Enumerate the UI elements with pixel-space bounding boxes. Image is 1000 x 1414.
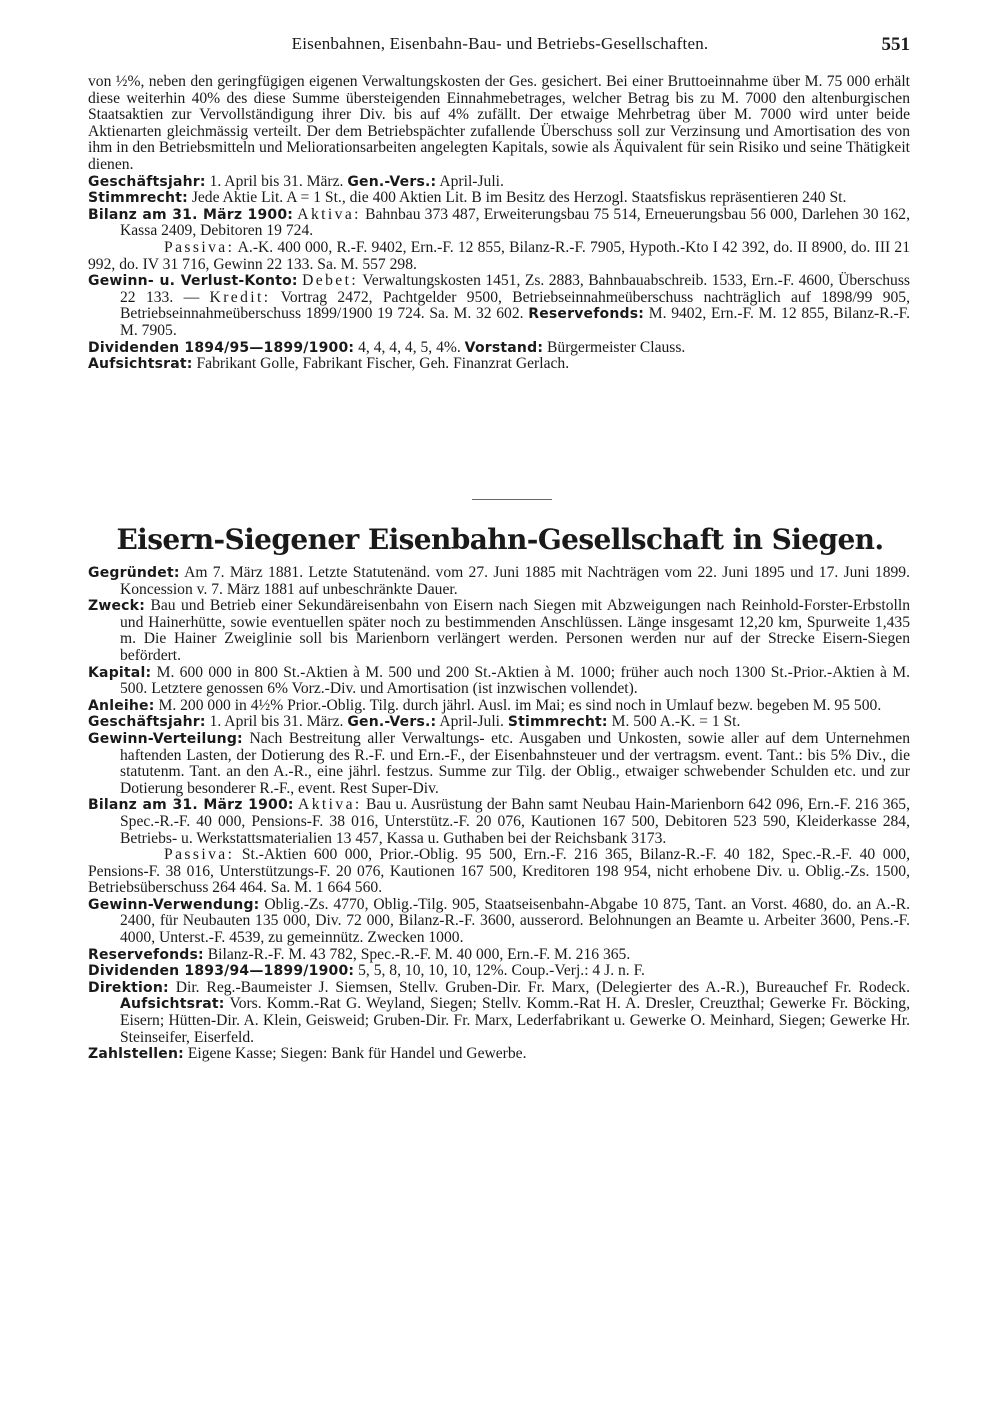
gegruendet-text: Am 7. März 1881. Letzte Statutenänd. vom 27. Juni 1885 mit Nachträgen vom 22. Juni 1895 und 17. Juni 1899. Koncession v. 7. März 1881 auf unbeschränkte Dauer. <box>120 564 910 598</box>
genvers-label: Gen.-Vers.: <box>347 173 437 190</box>
direktion-entry <box>88 980 910 1046</box>
running-title: Eisenbahnen, Eisenbahn-Bau- und Betriebs-Gesellschaften. <box>291 34 709 53</box>
dividenden-entry-2 <box>88 963 910 980</box>
stimmrecht-text-2: M. 500 A.-K. = 1 St. <box>611 713 741 731</box>
zahlstellen-label: Zahlstellen: <box>88 1046 184 1063</box>
page-header <box>90 34 910 58</box>
kapital-text: M. 600 000 in 800 St.-Aktien à M. 500 und 200 St.-Aktien à M. 1000; früher auch noch 1300 St.-Prior.-Aktien à M. 500. Letztere genossen 6% Vorz.-Div. und Amortisation (ist inzwischen vollendet). <box>120 663 910 698</box>
anleihe-text: M. 200 000 in 4½% Prior.-Oblig. Tilg. durch jährl. Ausl. im Mai; es sind noch in Umlauf bezw. begeben M. 95 500. <box>158 696 882 714</box>
reservefonds-label-2: Reservefonds: <box>88 946 204 963</box>
vorstand-text: Bürgermeister Clauss. <box>547 338 686 356</box>
genvers-text: April-Juli. <box>439 172 504 190</box>
dividenden-text-2: 5, 5, 8, 10, 10, 10, 12%. Coup.-Verj.: 4 J. n. F. <box>358 962 645 980</box>
dividenden-label-2: Dividenden 1893/94—1899/1900: <box>88 963 355 980</box>
aktiva-text-2: Bau u. Ausrüstung der Bahn samt Neubau Hain-Marienborn 642 096, Ern.-F. 216 365, Spec.-R.-F. 40 000, Pensions-F. 38 016, Unterstütz.-F. 20 076, Kautionen 167 500, Debitoren 523 590, Kleiderkasse 284, Betriebs- u. Werkstattsmaterialien 13 457, Kassa u. Guthaben bei der Reichsbank 3173. <box>120 796 910 847</box>
guv-entry <box>88 273 910 339</box>
geschaeftsjahr-text-2: 1. April bis 31. März. <box>209 713 344 731</box>
gegruendet-label: Gegründet: <box>88 565 180 581</box>
aktiva-label-2: Aktiva: <box>298 796 362 814</box>
intro-paragraph: von ½%, neben den geringfügigen eigenen Verwaltungskosten der Ges. gesichert. Bei einer Bruttoeinnahme über M. 75 000 erhält diese weiterhin 40% des diese Summe übersteigenden Einnahmebetrages, welcher Betrag bis zu M. 7000 den altenburgischen Staatsaktien zur Vervollständigung ihrer Div. bis auf 4% zufällt. Der etwaige Mehrbetrag über M. 7000 wird unter beide Aktienarten gleichmässig verteilt. Der dem Betriebspächter zufallende Überschuss soll zur Verzinsung und Amortisation des von ihm in den Betriebsmitteln und Meliorationsarbeiten angelegten Kapitals, sowie als Äquivalent für sein Risiko und seine Thätigkeit dienen. <box>88 73 910 173</box>
aufsichtsrat-label: Aufsichtsrat: <box>88 356 193 373</box>
gewinnverteilung-label: Gewinn-Verteilung: <box>88 730 243 747</box>
aktiva-text: Bahnbau 373 487, Erweiterungsbau 75 514, Erneuerungsbau 56 000, Darlehen 30 162, Kassa 2409, Debitoren 19 724. <box>120 205 910 240</box>
geschaeftsjahr-text: 1. April bis 31. März. <box>209 172 344 190</box>
company-entry <box>88 565 910 1063</box>
aktiva-label: Aktiva: <box>297 205 361 223</box>
reservefonds-label: Reservefonds: <box>528 306 645 323</box>
gewinnverwendung-entry <box>88 897 910 947</box>
reservefonds-text: M. 9402, Ern.-F. M. 12 855, Bilanz-R.-F. M. 7905. <box>120 305 910 339</box>
dividenden-text: 4, 4, 4, 4, 5, 4%. <box>358 338 461 356</box>
stimmrecht-label-2: Stimmrecht: <box>507 714 608 731</box>
passiva-text: A.-K. 400 000, R.-F. 9402, Ern.-F. 12 855, Bilanz-R.-F. 7905, Hypoth.-Kto I 42 392, do. II 8900, do. III 21 992, do. IV 31 716, Gewinn 22 133. Sa. M. 557 298. <box>88 238 910 273</box>
gewinnverwendung-label: Gewinn-Verwendung: <box>88 896 260 913</box>
kapital-entry <box>88 665 910 698</box>
passiva-label: Passiva: <box>164 238 235 256</box>
debet-label: Debet: <box>302 272 359 290</box>
bilanz-entry <box>88 207 910 240</box>
aufsichtsrat-text: Fabrikant Golle, Fabrikant Fischer, Geh. Finanzrat Gerlach. <box>196 355 570 373</box>
passiva-entry-2 <box>88 847 910 897</box>
dividenden-entry <box>88 340 910 357</box>
passiva-entry <box>88 240 910 273</box>
aufsichtsrat-entry <box>88 356 910 373</box>
stimmrecht-text: Jede Aktie Lit. A = 1 St., die 400 Aktien Lit. B im Besitz des Herzogl. Staatsfiskus repräsentieren 240 St. <box>191 189 847 207</box>
bilanz-label-2: Bilanz am 31. März 1900: <box>88 797 294 814</box>
zweck-label: Zweck: <box>88 598 145 615</box>
kredit-label: Kredit: <box>209 288 271 306</box>
direktion-label: Direktion: <box>88 979 169 996</box>
kredit-text: Vortrag 2472, Pachtgelder 9500, Betriebseinnahmeüberschuss nachträglich auf 1898/99 905, Betriebseinnahmeüberschuss 1899/1900 19 724. Sa. M. 32 602. <box>120 288 911 323</box>
aufsichtsrat-text-2: Vors. Komm.-Rat G. Weyland, Siegen; Stellv. Komm.-Rat H. A. Dresler, Creuzthal; Gewerke Fr. Böcking, Eisern; Hütten-Dir. A. Klein, Geisweid; Gruben-Dir. Fr. Marx, Lederfabrikant u. Gewerke O. Meinhard, Siegen; Gewerke Hr. Steinseifer, Eiserfeld. <box>120 995 910 1046</box>
stimmrecht-label: Stimmrecht: <box>88 190 188 207</box>
company-title: Eisern-Siegener Eisenbahn-Gesellschaft in Siegen. <box>116 523 884 556</box>
geschaeftsjahr-entry <box>88 174 910 191</box>
passiva-label-2: Passiva: <box>164 846 235 864</box>
guv-label: Gewinn- u. Verlust-Konto: <box>88 273 298 290</box>
dividenden-label: Dividenden 1894/95—1899/1900: <box>88 339 355 356</box>
direktion-text: Dir. Reg.-Baumeister J. Siemsen, Stellv. Gruben-Dir. Fr. Marx, (Delegierter des A.-R.), Bureauchef Fr. Rodeck. <box>175 978 911 996</box>
geschaeftsjahr-entry-2 <box>88 714 910 731</box>
stimmrecht-entry <box>88 190 910 207</box>
gewinnverwendung-text: Oblig.-Zs. 4770, Oblig.-Tilg. 905, Staatseisenbahn-Abgabe 10 875, Tant. an Vorst. 4680, do. an A.-R. 2400, für Neubauten 135 000, Div. 72 000, Bilanz-R.-F. 3600, ausserord. Belohnungen an Beamte u. Arbeiter 3600, Pens.-F. 4000, Unterst.-F. 4539, zu gemeinnütz. Zwecken 1000. <box>120 895 910 947</box>
kapital-label: Kapital: <box>88 664 152 681</box>
anleihe-entry <box>88 698 910 715</box>
zweck-entry <box>88 598 910 664</box>
passiva-text-2: St.-Aktien 600 000, Prior.-Oblig. 95 500, Ern.-F. 216 365, Bilanz-R.-F. 40 182, Spec.-R.-F. 40 000, Pensions-F. 38 016, Unterstützungs-F. 20 076, Kautionen 167 500, Kreditoren 198 954, nicht erhobene Div. u. Oblig.-Zs. 1500, Betriebsüberschuss 264 464. Sa. M. 1 664 560. <box>88 846 910 897</box>
genvers-label-2: Gen.-Vers.: <box>347 714 437 731</box>
genvers-text-2: April-Juli. <box>439 713 504 731</box>
bilanz-label: Bilanz am 31. März 1900: <box>88 206 294 223</box>
page-number: 551 <box>881 34 910 55</box>
zahlstellen-entry <box>88 1046 910 1063</box>
bilanz-entry-2 <box>88 797 910 847</box>
debet-text: Verwaltungskosten 1451, Zs. 2883, Bahnbauabschreib. 1533, Ern.-F. 4600, Überschuss 22 133. — <box>120 272 910 306</box>
reservefonds-text-2: Bilanz-R.-F. M. 43 782, Spec.-R.-F. M. 40 000, Ern.-F. M. 216 365. <box>207 945 631 963</box>
section-divider <box>472 499 552 500</box>
zweck-text: Bau und Betrieb einer Sekundäreisenbahn von Eisern nach Siegen mit Abzweigungen nach Reinhold-Forster-Erbstolln und Hainerhütte, sowie eventuellen später noch zu bestimmenden Anschlüssen. Länge insgesamt 12,20 km, Spurweite 1,435 m. Die Hainer Zweiglinie soll bis Marienborn verlängert werden. Personen werden nur auf der Strecke Eisern-Siegen befördert. <box>120 597 911 664</box>
aufsichtsrat-label-2: Aufsichtsrat: <box>120 996 225 1013</box>
gewinnverteilung-text: Nach Bestreitung aller Verwaltungs- etc. Ausgaben und Unkosten, sowie aller auf dem Unternehmen haftenden Lasten, der Dotierung des R.-F. und Ern.-F., der Eisenbahnsteuer und der vertragsm. event. Tant.: bis 5% Div., die statutenm. Tant. an den A.-R., eine jährl. festzus. Summe zur Tilg. der Oblig., etwaiger schwebender Schulden etc. und zur Dotierung besonderer R.-F., event. Rest Super-Div. <box>120 729 910 797</box>
gewinnverteilung-entry <box>88 731 910 797</box>
gegruendet-entry <box>88 565 910 598</box>
vorstand-label: Vorstand: <box>464 339 544 356</box>
reservefonds-entry-2 <box>88 947 910 964</box>
geschaeftsjahr-label: Geschäftsjahr: <box>88 173 206 190</box>
zahlstellen-text: Eigene Kasse; Siegen: Bank für Handel und Gewerbe. <box>187 1045 527 1063</box>
anleihe-label: Anleihe: <box>88 697 155 714</box>
continued-entry <box>88 74 910 373</box>
geschaeftsjahr-label-2: Geschäftsjahr: <box>88 714 206 731</box>
